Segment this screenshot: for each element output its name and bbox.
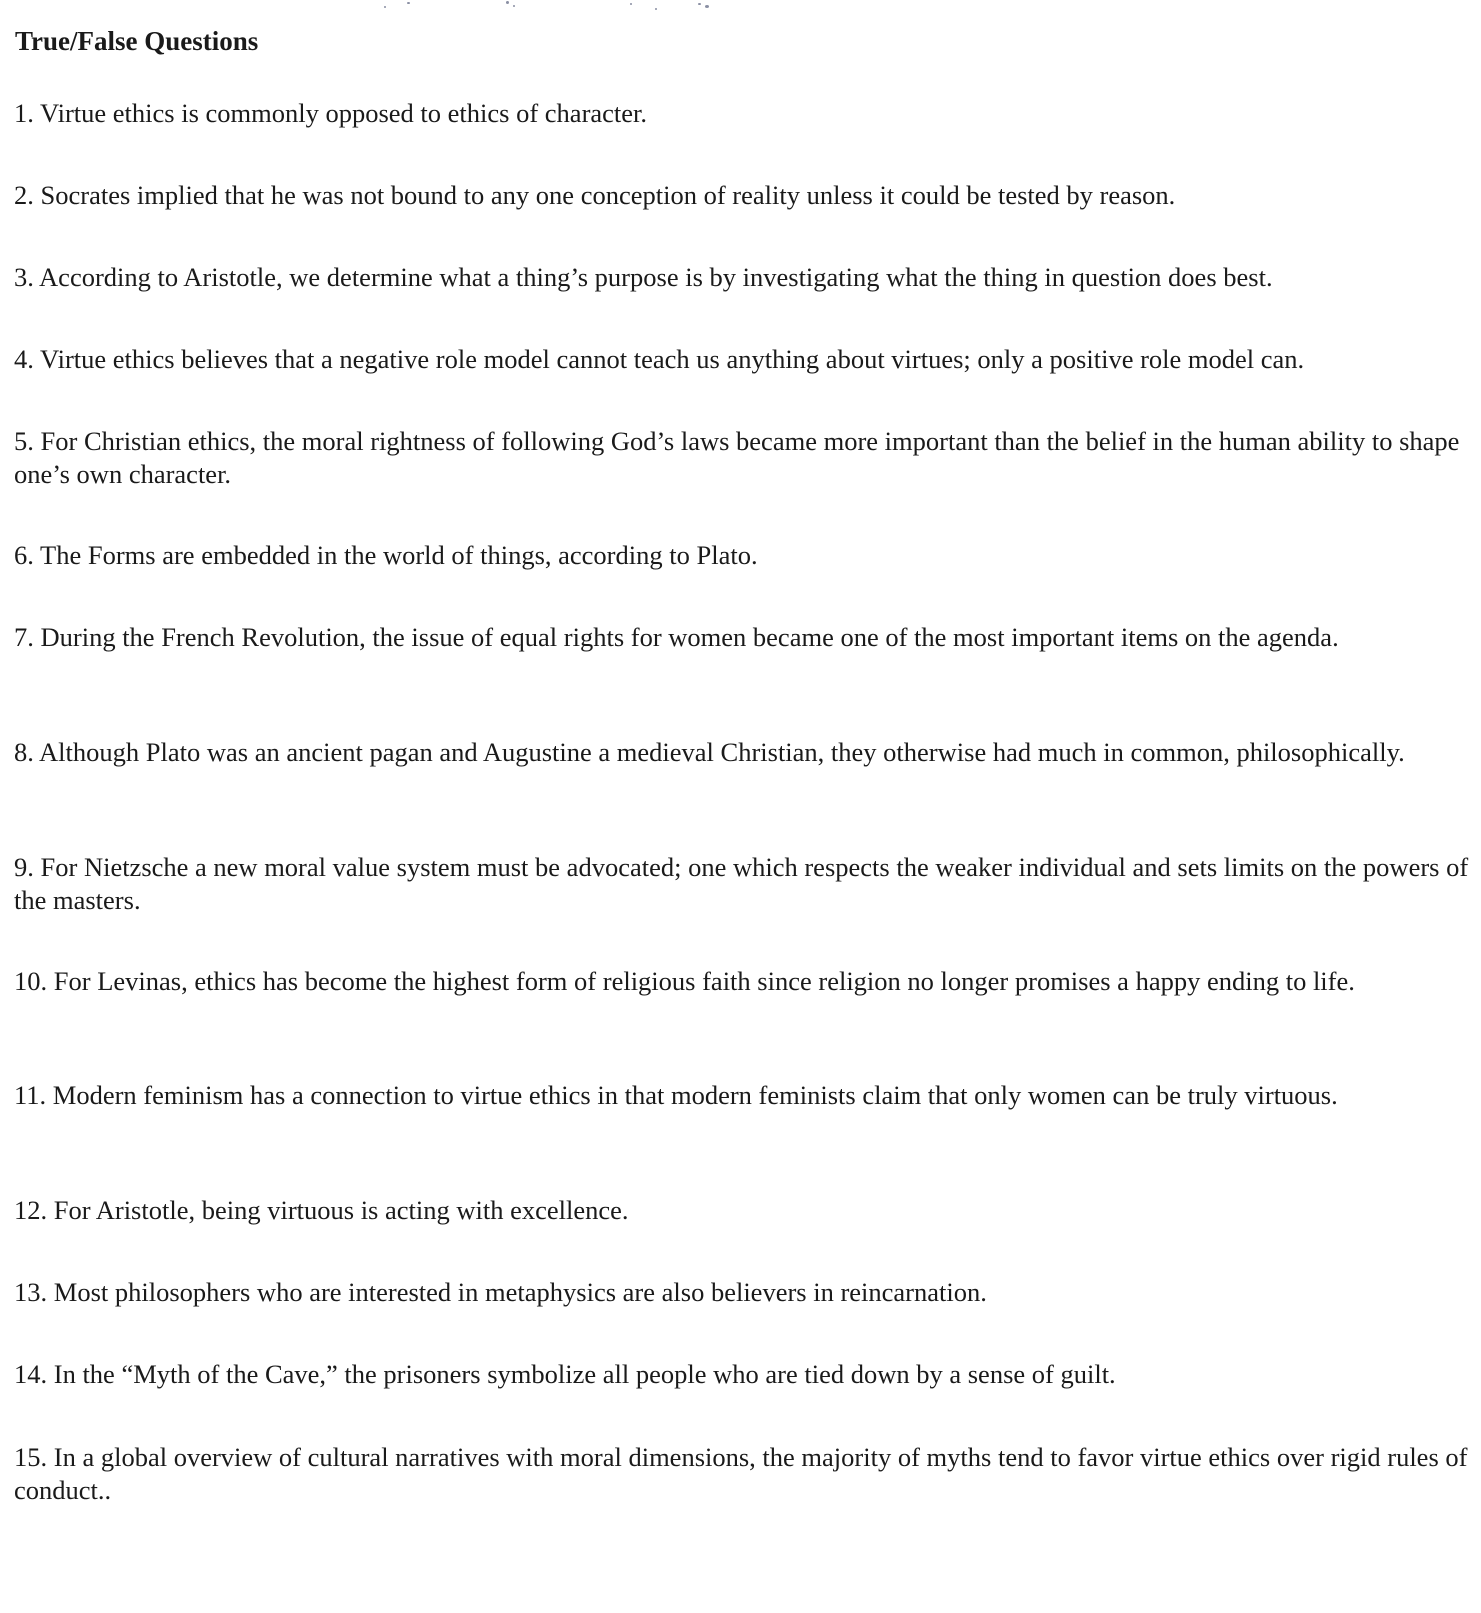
- question-number: 7.: [14, 622, 34, 652]
- question-number: 6.: [14, 540, 34, 570]
- question-number: 2.: [14, 180, 34, 210]
- question-item: [14, 1358, 1474, 1391]
- question-item: [14, 425, 1474, 491]
- scan-artifact: [380, 0, 740, 14]
- question-text: For Christian ethics, the moral rightness of following God’s laws became more important than the belief in the human ability to shape one’s own character.: [14, 426, 1460, 489]
- question-number: 8.: [14, 737, 34, 767]
- question-item: [14, 343, 1474, 376]
- question-item: [14, 736, 1474, 769]
- question-number: 15.: [14, 1442, 48, 1472]
- question-text: Most philosophers who are interested in metaphysics are also believers in reincarnation.: [53, 1277, 987, 1307]
- question-number: 10.: [14, 966, 48, 996]
- question-number: 11.: [14, 1080, 47, 1110]
- question-item: [14, 1441, 1474, 1507]
- question-text: For Nietzsche a new moral value system must be advocated; one which respects the weaker individual and sets limits on the powers of the masters.: [14, 852, 1469, 915]
- question-text: The Forms are embedded in the world of things, according to Plato.: [40, 540, 758, 570]
- question-number: 12.: [14, 1195, 48, 1225]
- question-number: 13.: [14, 1277, 48, 1307]
- question-text: Although Plato was an ancient pagan and Augustine a medieval Christian, they otherwise had much in common, philosophically.: [39, 737, 1405, 767]
- question-text: In the “Myth of the Cave,” the prisoners symbolize all people who are tied down by a sense of guilt.: [53, 1359, 1116, 1389]
- question-text: According to Aristotle, we determine what a thing’s purpose is by investigating what the thing in question does best.: [39, 262, 1273, 292]
- question-number: 4.: [14, 344, 34, 374]
- question-item: [14, 179, 1474, 212]
- question-item: [14, 965, 1474, 998]
- question-text: For Levinas, ethics has become the highest form of religious faith since religion no longer promises a happy ending to life.: [53, 966, 1355, 996]
- question-text: For Aristotle, being virtuous is acting with excellence.: [53, 1195, 629, 1225]
- question-text: Virtue ethics is commonly opposed to ethics of character.: [40, 98, 648, 128]
- question-item: [14, 621, 1474, 654]
- question-text: In a global overview of cultural narratives with moral dimensions, the majority of myths tend to favor virtue ethics over rigid rules of conduct..: [14, 1442, 1468, 1505]
- question-number: 14.: [14, 1359, 48, 1389]
- question-number: 3.: [14, 262, 34, 292]
- question-item: [14, 539, 1474, 572]
- question-item: [14, 97, 1474, 130]
- question-item: [14, 261, 1474, 294]
- question-item: [14, 1194, 1474, 1227]
- question-number: 9.: [14, 852, 34, 882]
- question-number: 1.: [14, 98, 34, 128]
- question-number: 5.: [14, 426, 34, 456]
- question-text: Socrates implied that he was not bound to any one conception of reality unless it could be tested by reason.: [40, 180, 1176, 210]
- question-item: [14, 851, 1474, 917]
- question-text: During the French Revolution, the issue of equal rights for women became one of the most important items on the agenda.: [40, 622, 1339, 652]
- question-item: [14, 1276, 1474, 1309]
- question-text: Modern feminism has a connection to virtue ethics in that modern feminists claim that only women can be truly virtuous.: [52, 1080, 1338, 1110]
- page-title: True/False Questions: [15, 26, 259, 56]
- question-text: Virtue ethics believes that a negative role model cannot teach us anything about virtues; only a positive role model can.: [40, 344, 1305, 374]
- question-item: [14, 1079, 1474, 1112]
